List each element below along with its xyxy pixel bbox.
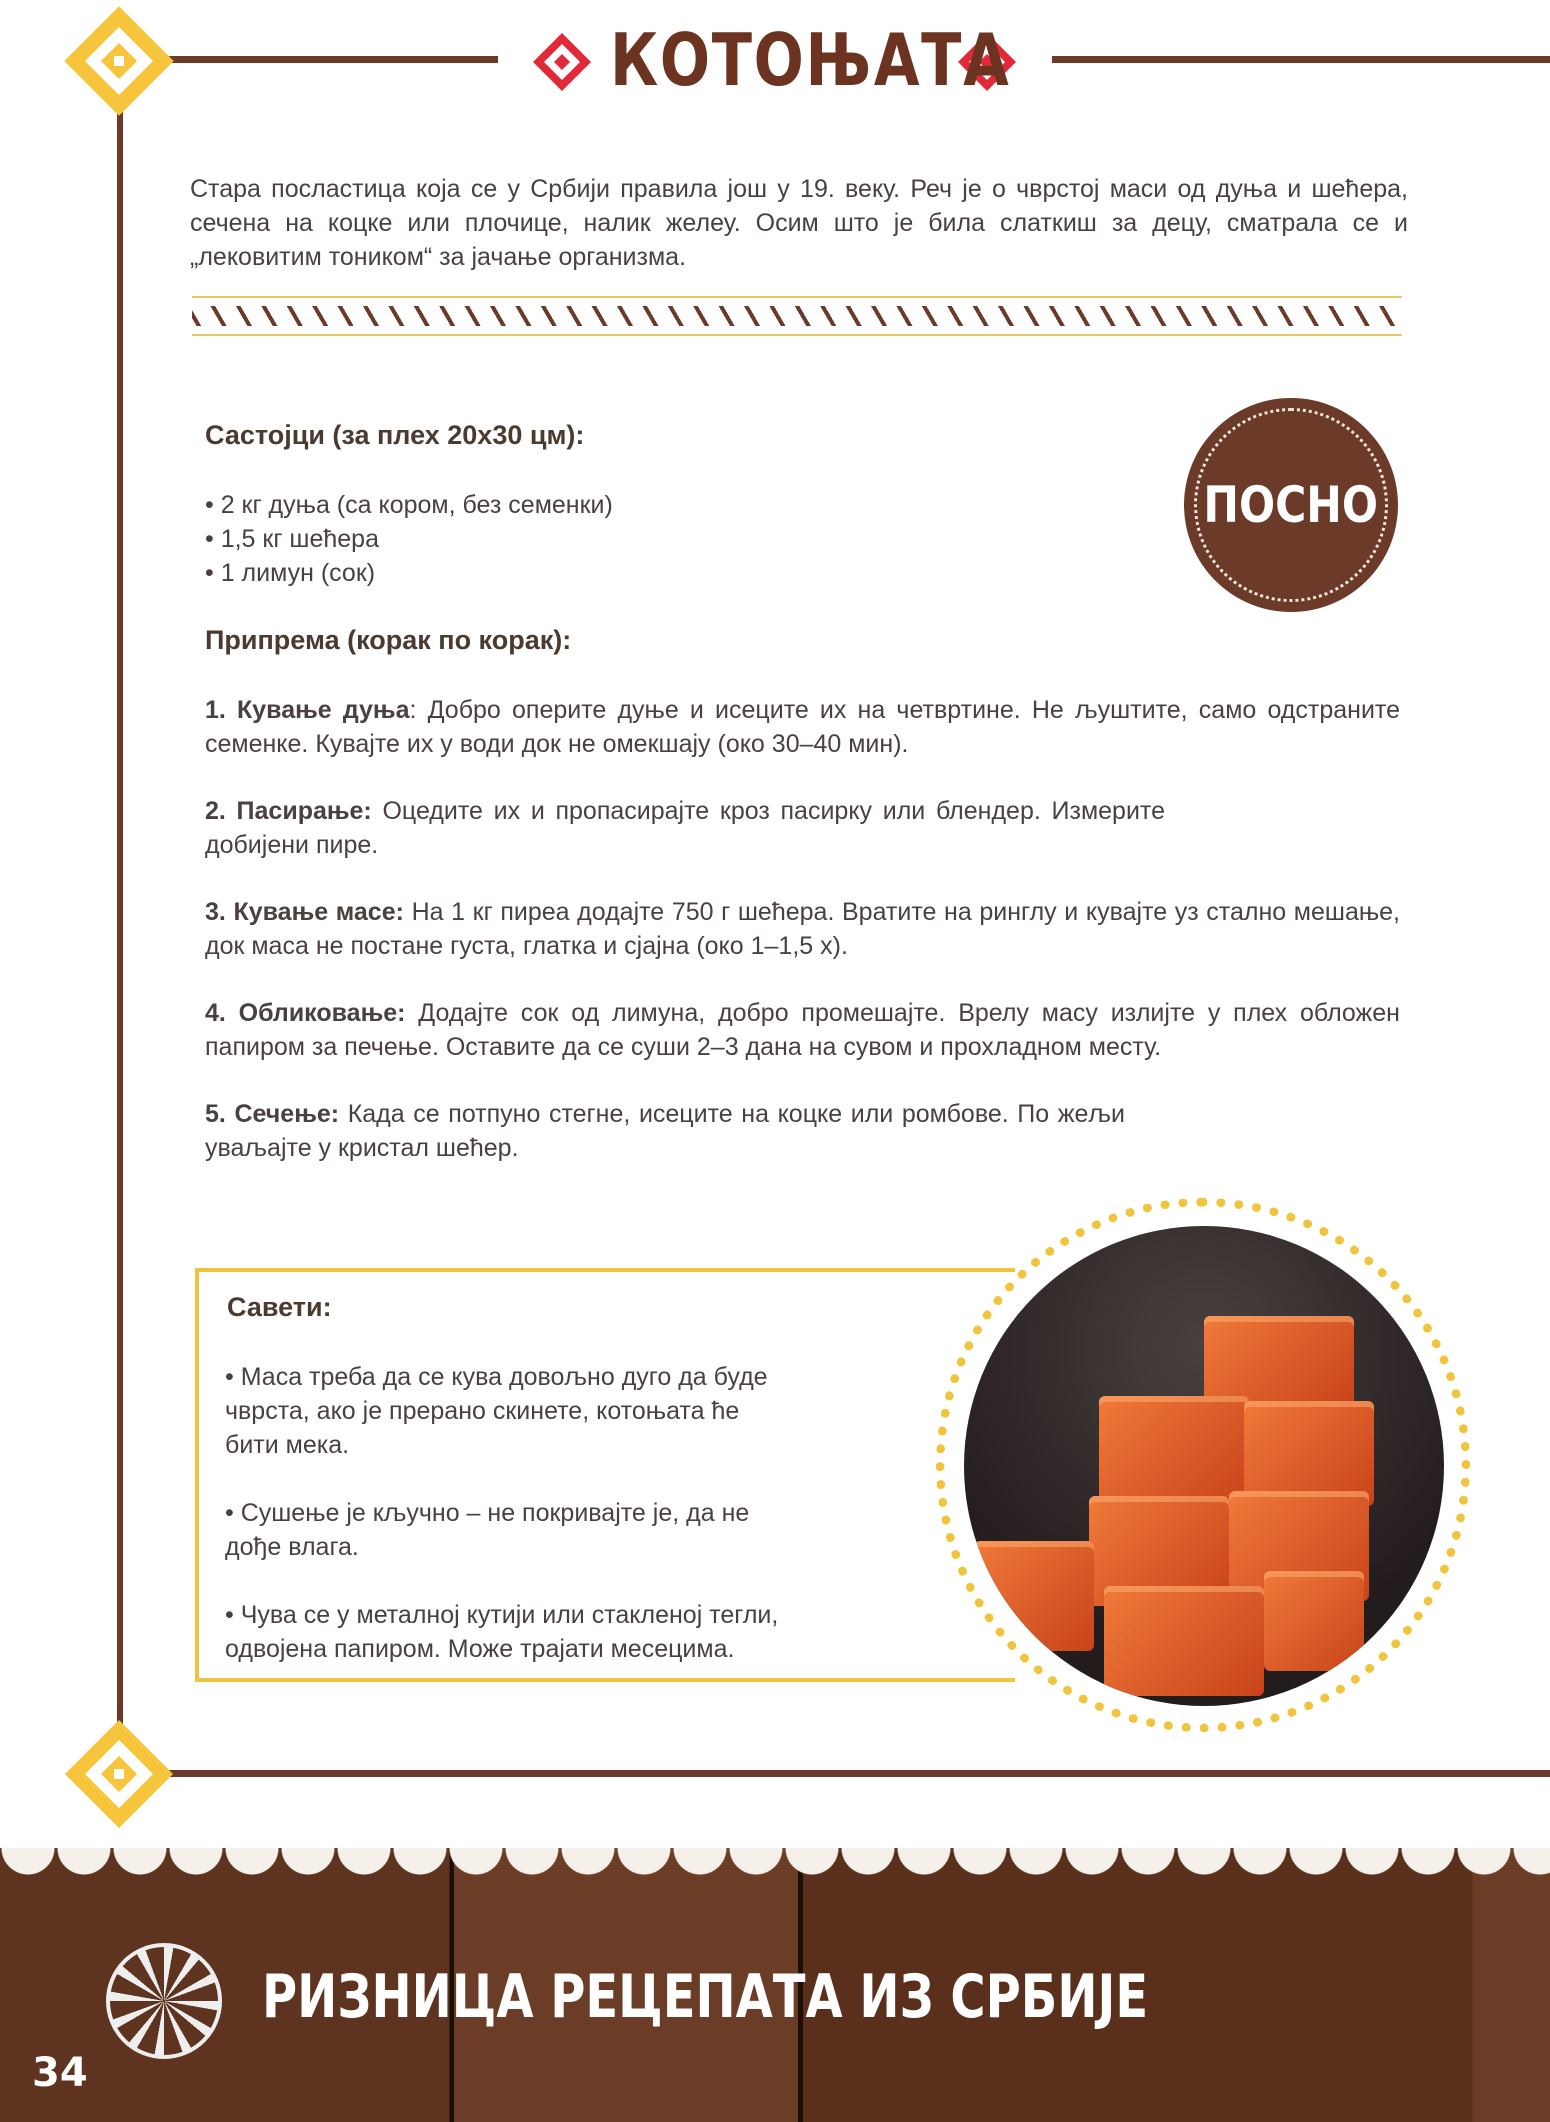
ingredients-list [205,488,613,590]
footer-title: РИЗНИЦА РЕЦЕПАТА ИЗ СРБИЈЕ [262,1962,1149,2032]
step-title: 2. Пасирање: [205,797,372,825]
left-border-line [117,60,123,1775]
step-text: : Добро оперите дуње и исеците их на четвртине. Не љуштите, само одстраните семенке. Кувајте их у води док не омекшају (око 30–40 мин). [205,696,1400,758]
step-title: 1. Кување дуња [205,696,410,724]
rosette-emblem-icon [106,1943,222,2059]
tip-item: • Сушење је кључно – не покривајте је, да не дође влага. [225,1499,750,1561]
step-text: На 1 кг пиреа додајте 750 г шећера. Вратите на ринглу и кувајте уз стално мешање, док маса не постане густа, глатка и сјајна (око 1–1,5 х). [205,898,1401,960]
step-title: 4. Обликовање: [205,999,406,1027]
ingredient-item: • 1 лимун (сок) [205,559,376,587]
header-line-left [160,56,498,63]
ingredients-heading: Састојци (за плех 20x30 цм): [205,420,585,450]
header-line-right [1052,56,1550,63]
page-title: КОТОЊАТА [610,18,1011,102]
step-title: 5. Сечење: [205,1100,340,1128]
step-2 [205,794,1165,862]
step-5 [205,1097,1125,1165]
ingredient-item: • 2 кг дуња (са кором, без семенки) [205,491,613,519]
badge-label: ПОСНО [1203,476,1379,534]
lace-border [0,1848,1550,1886]
step-text: Оцедите их и пропасирајте кроз пасирку или блендер. Измерите добијени пире. [205,797,1165,859]
step-title: 3. Кување масе: [205,898,404,926]
corner-ornament-icon [63,1718,175,1830]
step-3 [205,895,1400,963]
corner-ornament-icon [63,5,175,117]
ingredient-item: • 1,5 кг шећера [205,525,379,553]
tip-item: • Чува се у металној кутији или стакленој тегли, одвојена папиром. Може трајати месецима. [225,1601,779,1663]
tips-list [225,1360,785,1666]
red-diamond-ornament-icon [532,32,592,92]
step-text: Додајте сок од лимуна, добро промешајте. Врелу масу излијте у плех обложен папиром за печење. Оставите да се суши 2–3 дана на сувом и прохладном месту. [205,999,1400,1061]
preparation-heading: Припрема (корак по корак): [205,625,572,655]
step-1 [205,693,1400,761]
step-4 [205,996,1400,1064]
kotonjata-photo [964,1226,1444,1706]
intro-paragraph: Стара посластица која се у Србији правила још у 19. веку. Реч је о чврстој маси од дуња и шећера, сечена на коцке или плочице, налик желеу. Осим што је била слаткиш за децу, сматрала се и „лековитим тоником“ за јачање организма. [190,175,1408,271]
page-number: 34 [32,2050,88,2096]
tips-heading: Савети: [227,1292,332,1322]
ornamental-divider [192,296,1402,336]
tip-item: • Маса треба да се кува довољно дуго да буде чврста, ако је прерано скинете, котоњата ће бити мека. [225,1363,768,1459]
bottom-border-line [160,1770,1550,1777]
step-text: Када се потпуно стегне, исеците на коцке или ромбове. По жељи уваљајте у кристал шећер. [205,1100,1125,1162]
posno-badge [1184,398,1398,612]
